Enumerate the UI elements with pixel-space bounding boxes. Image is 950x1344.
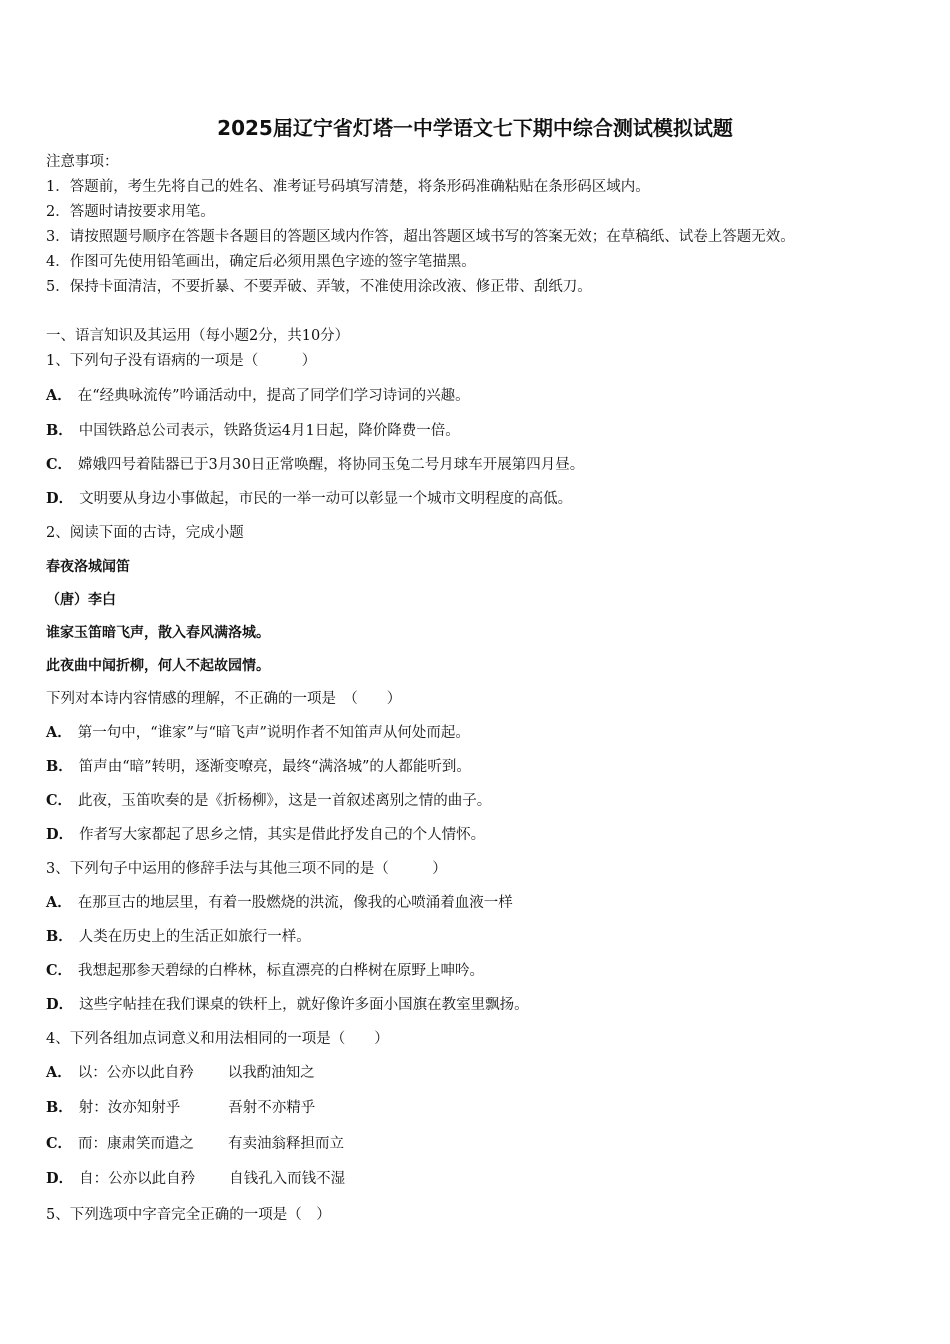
question-1-stem: 1、下列句子没有语病的一项是（ ）	[46, 353, 317, 369]
question-1-option-a	[46, 386, 470, 406]
option-text: 嫦娥四号着陆器已于3月30日正常唤醒，将协同玉兔二号月球车开展第四月昼。	[78, 457, 585, 473]
option-label: A．	[46, 1064, 72, 1081]
notice-item: 4．作图可先使用铅笔画出，确定后必须用黑色字迹的签字笔描黑。	[46, 254, 476, 270]
poem-line: 谁家玉笛暗飞声，散入春风满洛城。	[46, 625, 270, 641]
question-3-option-b	[46, 927, 311, 947]
option-label: A．	[46, 724, 72, 741]
question-3-option-c	[46, 961, 484, 981]
option-label: C．	[46, 456, 73, 473]
option-text: 作者写大家都起了思乡之情，其实是借此抒发自己的个人情怀。	[79, 827, 486, 843]
question-3-option-d	[46, 995, 529, 1015]
option-label: A．	[46, 387, 72, 404]
question-1-option-d	[46, 489, 572, 509]
option-text: 笛声由“暗”转明，逐渐变嘹亮，最终“满洛城”的人都能听到。	[78, 759, 471, 775]
notice-item: 2．答题时请按要求用笔。	[46, 204, 215, 220]
notice-item: 3．请按照题号顺序在答题卡各题目的答题区域内作答，超出答题区域书写的答案无效；在草稿纸、试卷上答题无效。	[46, 229, 795, 245]
option-text: 中国铁路总公司表示，铁路货运4月1日起，降价降费一倍。	[78, 423, 460, 439]
notice-heading: 注意事项：	[46, 154, 119, 170]
option-label: D．	[46, 996, 74, 1013]
question-4-option-b	[46, 1098, 315, 1118]
question-1-option-c	[46, 455, 584, 475]
question-5-stem: 5、下列选项中字音完全正确的一项是（ ）	[46, 1207, 331, 1223]
poem-title: 春夜洛城闻笛	[46, 559, 130, 575]
option-text: 在“经典咏流传”吟诵活动中，提高了同学们学习诗词的兴趣。	[77, 388, 470, 404]
question-4-option-a	[46, 1063, 315, 1083]
option-text: 人类在历史上的生活正如旅行一样。	[78, 929, 311, 945]
option-text: 我想起那参天碧绿的白桦林，标直漂亮的白桦树在原野上呻吟。	[78, 963, 485, 979]
poem-line: 此夜曲中闻折柳，何人不起故园情。	[46, 658, 270, 674]
question-4-stem: 4、下列各组加点词意义和用法相同的一项是（ ）	[46, 1031, 389, 1047]
option-label: D．	[46, 490, 74, 507]
option-part-a: 射：汝亦知射乎	[78, 1100, 181, 1116]
page-title: 2025届辽宁省灯塔一中学语文七下期中综合测试模拟试题	[217, 116, 733, 140]
question-2-prompt: 下列对本诗内容情感的理解，不正确的一项是 （ ）	[46, 691, 402, 707]
option-label: D．	[46, 826, 74, 843]
option-label: B．	[46, 758, 73, 775]
option-label: D．	[46, 1170, 74, 1187]
option-text: 文明要从身边小事做起，市民的一举一动可以彰显一个城市文明程度的高低。	[79, 491, 573, 507]
question-3-stem: 3、下列句子中运用的修辞手法与其他三项不同的是（ ）	[46, 861, 447, 877]
notice-item: 5．保持卡面清洁，不要折暴、不要弄破、弄皱，不准使用涂改液、修正带、刮纸刀。	[46, 279, 592, 295]
option-label: C．	[46, 1135, 73, 1152]
option-part-a: 而：康肃笑而遣之	[78, 1136, 195, 1152]
option-part-a: 自：公亦以此自矜	[79, 1171, 196, 1187]
option-text: 在那亘古的地层里，有着一股燃烧的洪流，像我的心喷涌着血液一样	[77, 895, 513, 911]
option-label: B．	[46, 1099, 73, 1116]
question-2-stem: 2、阅读下面的古诗，完成小题	[46, 525, 244, 541]
option-label: A．	[46, 894, 72, 911]
question-2-option-c	[46, 791, 491, 811]
option-label: B．	[46, 422, 73, 439]
option-label: C．	[46, 962, 73, 979]
notice-item: 1．答题前，考生先将自己的姓名、准考证号码填写清楚，将条形码准确粘贴在条形码区域内。	[46, 179, 650, 195]
question-3-option-a	[46, 893, 513, 913]
question-2-option-b	[46, 757, 471, 777]
question-4-option-d	[46, 1169, 345, 1189]
question-1-option-b	[46, 421, 460, 441]
option-text: 这些字帖挂在我们课桌的铁杆上，就好像许多面小国旗在教室里飘扬。	[79, 997, 529, 1013]
option-part-b: 自钱孔入而钱不湿	[229, 1171, 346, 1187]
question-4-option-c	[46, 1134, 344, 1154]
question-2-option-d	[46, 825, 485, 845]
option-text: 第一句中，“谁家”与“暗飞声”说明作者不知笛声从何处而起。	[77, 725, 470, 741]
option-text: 此夜，玉笛吹奏的是《折杨柳》，这是一首叙述离别之情的曲子。	[78, 793, 492, 809]
poem-author: （唐）李白	[46, 592, 116, 608]
option-part-b: 吾射不亦精乎	[228, 1100, 316, 1116]
option-part-a: 以：公亦以此自矜	[77, 1065, 194, 1081]
question-2-option-a	[46, 723, 470, 743]
option-part-b: 有卖油翁释担而立	[228, 1136, 345, 1152]
section-heading: 一、语言知识及其运用（每小题2分，共10分）	[46, 328, 350, 344]
option-part-b: 以我酌油知之	[227, 1065, 315, 1081]
option-label: B．	[46, 928, 73, 945]
option-label: C．	[46, 792, 73, 809]
